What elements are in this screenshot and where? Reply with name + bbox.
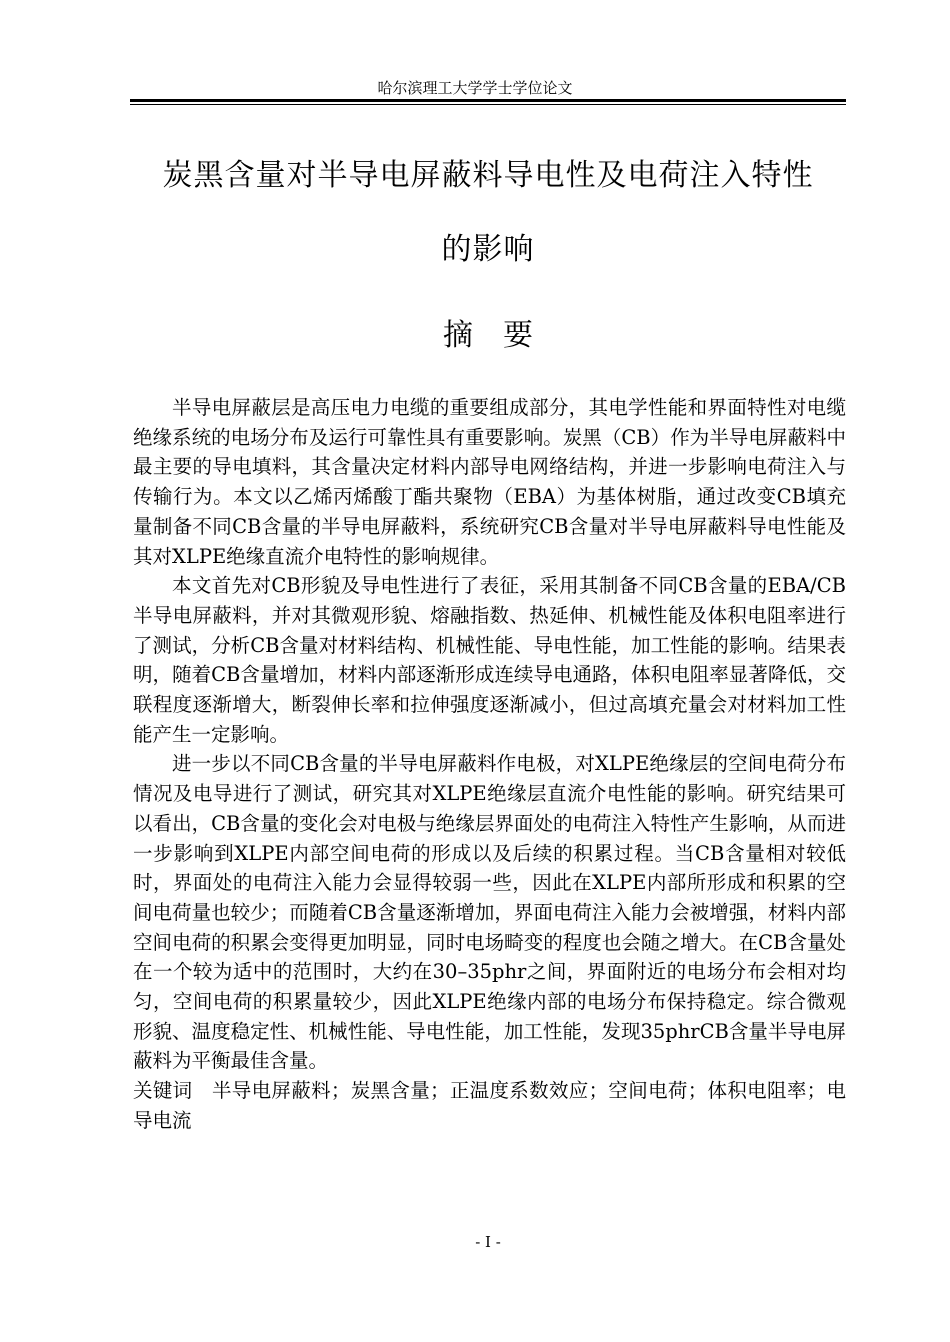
abstract-paragraph-1: 半导电屏蔽层是高压电力电缆的重要组成部分，其电学性能和界面特性对电缆绝缘系统的电场分布及运行可靠性具有重要影响。炭黑（CB）作为半导电屏蔽料中最主要的导电填料，其含量决定材料内部导电网络结构，并进一步影响电荷注入与传输行为。本文以乙烯丙烯酸丁酯共聚物（EBA）为基体树脂，通过改变CB填充量制备不同CB含量的半导电屏蔽料，系统研究CB含量对半导电屏蔽料导电性能及其对XLPE绝缘直流介电特性的影响规律。 — [133, 396, 846, 568]
page-number: - I - — [475, 1233, 501, 1251]
header-rule-thick — [130, 99, 846, 102]
thesis-title-line-1: 炭黑含量对半导电屏蔽料导电性及电荷注入特性 — [162, 158, 814, 193]
abstract-paragraph-2: 本文首先对CB形貌及导电性进行了表征，采用其制备不同CB含量的EBA/CB半导电屏蔽料，并对其微观形貌、熔融指数、热延伸、机械性能及体积电阻率进行了测试，分析CB含量对材料结构、机械性能、导电性能，加工性能的影响。结果表明，随着CB含量增加，材料内部逐渐形成连续导电通路，体积电阻率显著降低，交联程度逐渐增大，断裂伸长率和拉伸强度逐渐减小，但过高填充量会对材料加工性能产生一定影响。 — [133, 574, 846, 746]
keywords-label: 关键词 — [133, 1079, 193, 1102]
abstract-heading: 摘 要 — [443, 318, 533, 353]
keywords-block — [133, 1076, 846, 1135]
thesis-title-line-2: 的影响 — [441, 232, 535, 267]
abstract-body — [133, 393, 846, 1076]
running-header: 哈尔滨理工大学学士学位论文 — [377, 79, 573, 97]
abstract-paragraph-3: 进一步以不同CB含量的半导电屏蔽料作电极，对XLPE绝缘层的空间电荷分布情况及电导进行了测试，研究其对XLPE绝缘层直流介电性能的影响。研究结果可以看出，CB含量的变化会对电极与绝缘层界面处的电荷注入特性产生影响，从而进一步影响到XLPE内部空间电荷的形成以及后续的积累过程。当CB含量相对较低时，界面处的电荷注入能力会显得较弱一些，因此在XLPE内部所形成和积累的空间电荷量也较少；而随着CB含量逐渐增加，界面电荷注入能力会被增强，材料内部空间电荷的积累会变得更加明显，同时电场畸变的程度也会随之增大。在CB含量处在一个较为适中的范围时，大约在30–35phr之间，界面附近的电场分布会相对均匀，空间电荷的积累量较少，因此XLPE绝缘内部的电场分布保持稳定。综合微观形貌、温度稳定性、机械性能、导电性能，加工性能，发现35phrCB含量半导电屏蔽料为平衡最佳含量。 — [133, 752, 846, 1073]
header-rule-thin — [130, 104, 846, 105]
keywords-text: 半导电屏蔽料；炭黑含量；正温度系数效应；空间电荷；体积电阻率；电导电流 — [133, 1079, 846, 1132]
